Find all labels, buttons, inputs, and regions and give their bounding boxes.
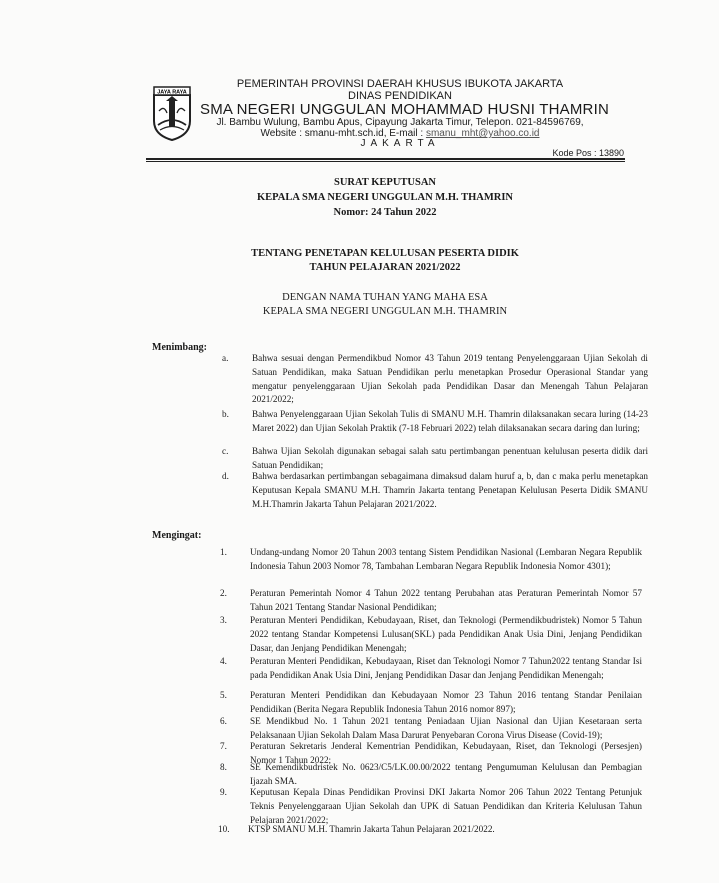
item-text: SE Kemendikbudristek No. 0623/C5/LK.00.00/2022 tentang Pengumuman Kelulusan dan Pembagian Ijazah SMA.: [250, 762, 642, 786]
item-text: Bahwa Penyelenggaraan Ujian Sekolah Tulis di SMANU M.H. Thamrin dilaksanakan secara luring (14-23 Maret 2022) dan Ujian Sekolah Praktik (7-18 Februari 2022) telah dilaksanakan secara daring dan luring;: [252, 409, 648, 433]
item-marker: b.: [222, 409, 229, 419]
decree-subject: TENTANG PENETAPAN KELULUSAN PESERTA DIDIK: [251, 248, 519, 259]
item-marker: 10.: [218, 824, 230, 834]
item-text: Bahwa berdasarkan pertimbangan sebagaimana dimaksud dalam huruf a, b, dan c maka perlu menetapkan Keputusan Kepala SMANU M.H. Thamrin Jakarta tentang Penetapan Kelulusan Peserta Didik SMANU M.H.Thamrin Jakarta Tahun Pelajaran 2021/2022.: [252, 471, 648, 509]
letterhead-government: PEMERINTAH PROVINSI DAERAH KHUSUS IBUKOTA JAKARTA: [236, 78, 564, 90]
item-marker: 3.: [220, 615, 227, 625]
mengingat-label: Mengingat:: [152, 530, 202, 541]
letterhead-rule-thick: [146, 158, 625, 160]
item-text: KTSP SMANU M.H. Thamrin Jakarta Tahun Pelajaran 2021/2022.: [248, 824, 495, 834]
item-marker: d.: [222, 471, 229, 481]
item-marker: 7.: [220, 741, 227, 751]
item-text: Peraturan Menteri Pendidikan dan Kebudayaan Nomor 23 Tahun 2016 tentang Standar Penilaian Pendidikan (Berita Negara Republik Indonesia Tahun 2016 nomor 897);: [250, 690, 642, 714]
list-item: [220, 546, 646, 588]
item-marker: 6.: [220, 716, 227, 726]
item-marker: 1.: [220, 547, 227, 557]
letterhead-rule-thin: [146, 161, 625, 162]
list-item: [222, 408, 652, 450]
item-text: SE Mendikbud No. 1 Tahun 2021 tentang Peniadaan Ujian Nasional dan Ujian Kesetaraan serta Pelaksanaan Ujian Sekolah Dalam Masa Darurat Penyebaran Corona Virus Disease (Covid-19);: [250, 716, 642, 740]
list-item: [222, 352, 652, 408]
letterhead-address: Jl. Bambu Wulung, Bambu Apus, Cipayung Jakarta Timur, Telepon. 021-84596769,: [216, 117, 584, 128]
item-marker: 9.: [220, 787, 227, 797]
item-text: Keputusan Kepala Dinas Pendidikan Provinsi DKI Jakarta Nomor 206 Tahun 2022 Tentang Petunjuk Teknis Penyelenggaraan Ujian Sekolah dan UPK di Satuan Pendidikan dan Kriteria Kelulusan Tahun Pelajaran 2021/2022;: [250, 787, 642, 825]
list-item: [220, 689, 646, 717]
website-text: Website : smanu-mht.sch.id, E-mail :: [260, 128, 424, 139]
letterhead-school-name: SMA NEGERI UNGGULAN MOHAMMAD HUSNI THAMRIN: [200, 101, 609, 118]
letterhead-city: JAKARTA: [360, 138, 440, 149]
item-text: Undang-undang Nomor 20 Tahun 2003 tentang Sistem Pendidikan Nasional (Lembaran Negara Republik Indonesia Tahun 2003 Nomor 78, Tambahan Lembaran Negara Republik Indonesia Nomor 4301);: [250, 547, 642, 571]
postal-code: Kode Pos : 13890: [552, 148, 624, 158]
letterhead-department: DINAS PENDIDIKAN: [348, 90, 452, 102]
logo-text: JAYA RAYA: [157, 89, 187, 96]
list-item: [218, 823, 646, 839]
list-item: [220, 614, 646, 656]
decree-subject-year: TAHUN PELAJARAN 2021/2022: [309, 262, 461, 273]
item-text: Peraturan Menteri Pendidikan, Kebudayaan, Riset, dan Teknologi (Permendikbudristek) Nomor 5 Tahun 2022 tentang Standar Kompetensi Lulusan(SKL) pada Pendidikan Anak Usia Dini, Jenjang Pendidikan Dasar, dan Jenjang Pendidikan Menengah;: [250, 615, 642, 653]
list-item: [222, 445, 652, 473]
decree-issuer: KEPALA SMA NEGERI UNGGULAN M.H. THAMRIN: [256, 192, 513, 203]
item-text: Peraturan Menteri Pendidikan, Kebudayaan, Riset dan Teknologi Nomor 7 Tahun2022 tentang Standar Isi pada Pendidikan Anak Usia Dini, Jenjang Pendidikan Dasar dan Jenjang Pendidikan Menengah;: [250, 656, 642, 680]
list-item: [220, 761, 646, 789]
list-item: [220, 715, 646, 743]
decree-title: SURAT KEPUTUSAN: [333, 177, 436, 188]
email-link[interactable]: smanu_mht@yahoo.co.id: [425, 128, 540, 139]
item-marker: c.: [222, 446, 229, 456]
list-item: [220, 587, 646, 615]
item-marker: 4.: [220, 656, 227, 666]
item-text: Bahwa sesuai dengan Permendikbud Nomor 43 Tahun 2019 tentang Penyelenggaraan Ujian Sekolah di Satuan Pendidikan, maka Satuan Pendidikan perlu menetapkan Prosedur Operasional Standar yang mengatur penyelenggaraan Ujian Sekolah pada Pendidikan Dasar dan Menengah Tahun Pelajaran 2021/2022;: [252, 353, 648, 405]
invocation-line: DENGAN NAMA TUHAN YANG MAHA ESA: [282, 292, 488, 303]
list-item: [222, 470, 652, 512]
decree-number: Nomor: 24 Tahun 2022: [333, 207, 437, 218]
invocation-issuer: KEPALA SMA NEGERI UNGGULAN M.H. THAMRIN: [262, 306, 508, 317]
list-item: [220, 786, 646, 828]
item-marker: 5.: [220, 690, 227, 700]
item-text: Peraturan Pemerintah Nomor 4 Tahun 2022 tentang Perubahan atas Peraturan Pemerintah Nomor 57 Tahun 2021 Tentang Standar Nasional Pendidikan;: [250, 588, 642, 612]
item-marker: 8.: [220, 762, 227, 772]
item-text: Peraturan Sekretaris Jenderal Kementrian Pendidikan, Kebudayaan, Riset, dan Teknologi (Persesjen) Nomor 1 Tahun 2022;: [250, 741, 642, 765]
item-text: Bahwa Ujian Sekolah digunakan sebagai salah satu pertimbangan penentuan kelulusan peserta didik dari Satuan Pendidikan;: [252, 446, 648, 470]
jakarta-emblem-logo: [150, 85, 194, 141]
item-marker: a.: [222, 353, 229, 363]
menimbang-label: Menimbang:: [152, 342, 207, 353]
item-marker: 2.: [220, 588, 227, 598]
